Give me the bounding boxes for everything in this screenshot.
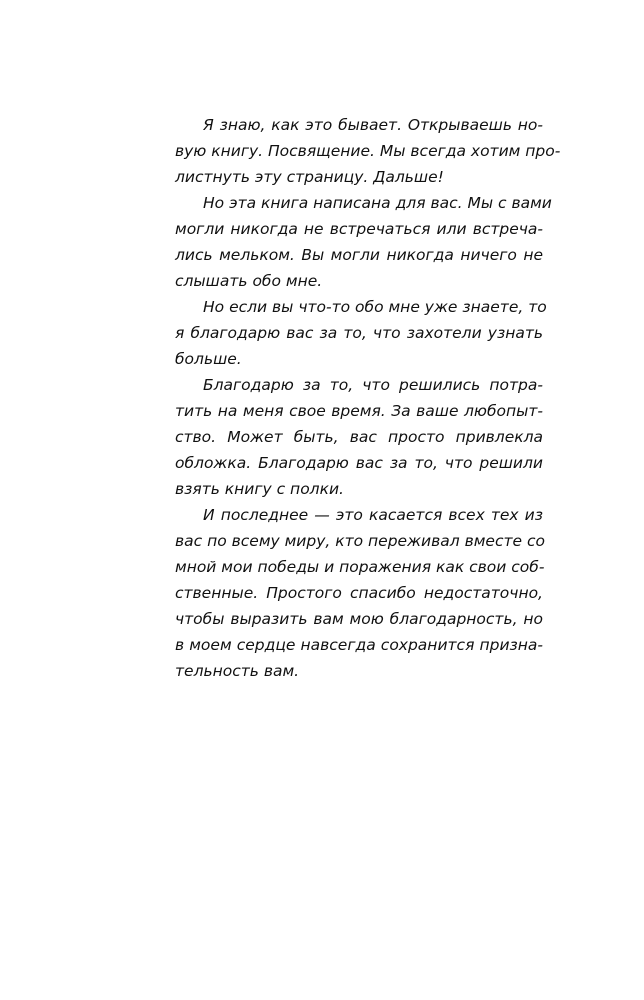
paragraph-3-line-1: Но если вы что-то обо мне уже знаете, то — [203, 298, 547, 316]
paragraph-5-line-7: тельность вам. — [175, 662, 300, 680]
paragraph-5-line-5: чтобы выразить вам мою благодарность, но — [175, 610, 543, 628]
paragraph-4-line-2: тить на меня свое время. За ваше любопыт- — [175, 402, 543, 420]
paragraph-2-line-1: Но эта книга написана для вас. Мы с вами — [203, 194, 552, 212]
paragraph-4-line-3: ство. Может быть, вас просто привлекла — [175, 428, 543, 446]
paragraph-5-line-4: ственные. Простого спасибо недостаточно, — [175, 584, 543, 602]
paragraph-5-line-1: И последнее — это касается всех тех из — [203, 506, 543, 524]
paragraph-3-line-2: я благодарю вас за то, что захотели узнать — [175, 324, 543, 342]
paragraph-4-line-5: взять книгу с полки. — [175, 480, 344, 498]
paragraph-5-line-3: мной мои победы и поражения как свои соб- — [175, 558, 545, 576]
paragraph-3-line-3: больше. — [175, 350, 242, 368]
paragraph-2-line-4: слышать обо мне. — [175, 272, 323, 290]
paragraph-1-line-1: Я знаю, как это бывает. Открываешь но- — [203, 116, 543, 134]
paragraph-2-line-2: могли никогда не встречаться или встреча- — [175, 220, 543, 238]
paragraph-4-line-4: обложка. Благодарю вас за то, что решили — [175, 454, 543, 472]
paragraph-5-line-6: в моем сердце навсегда сохранится призна- — [175, 636, 543, 654]
paragraph-4-line-1: Благодарю за то, что решились потра- — [203, 376, 543, 394]
paragraph-1-line-2: вую книгу. Посвящение. Мы всегда хотим про- — [175, 142, 561, 160]
paragraph-2-line-3: лись мельком. Вы могли никогда ничего не — [175, 246, 543, 264]
paragraph-5-line-2: вас по всему миру, кто переживал вместе со — [175, 532, 545, 550]
paragraph-1-line-3: листнуть эту страницу. Дальше! — [175, 168, 444, 186]
